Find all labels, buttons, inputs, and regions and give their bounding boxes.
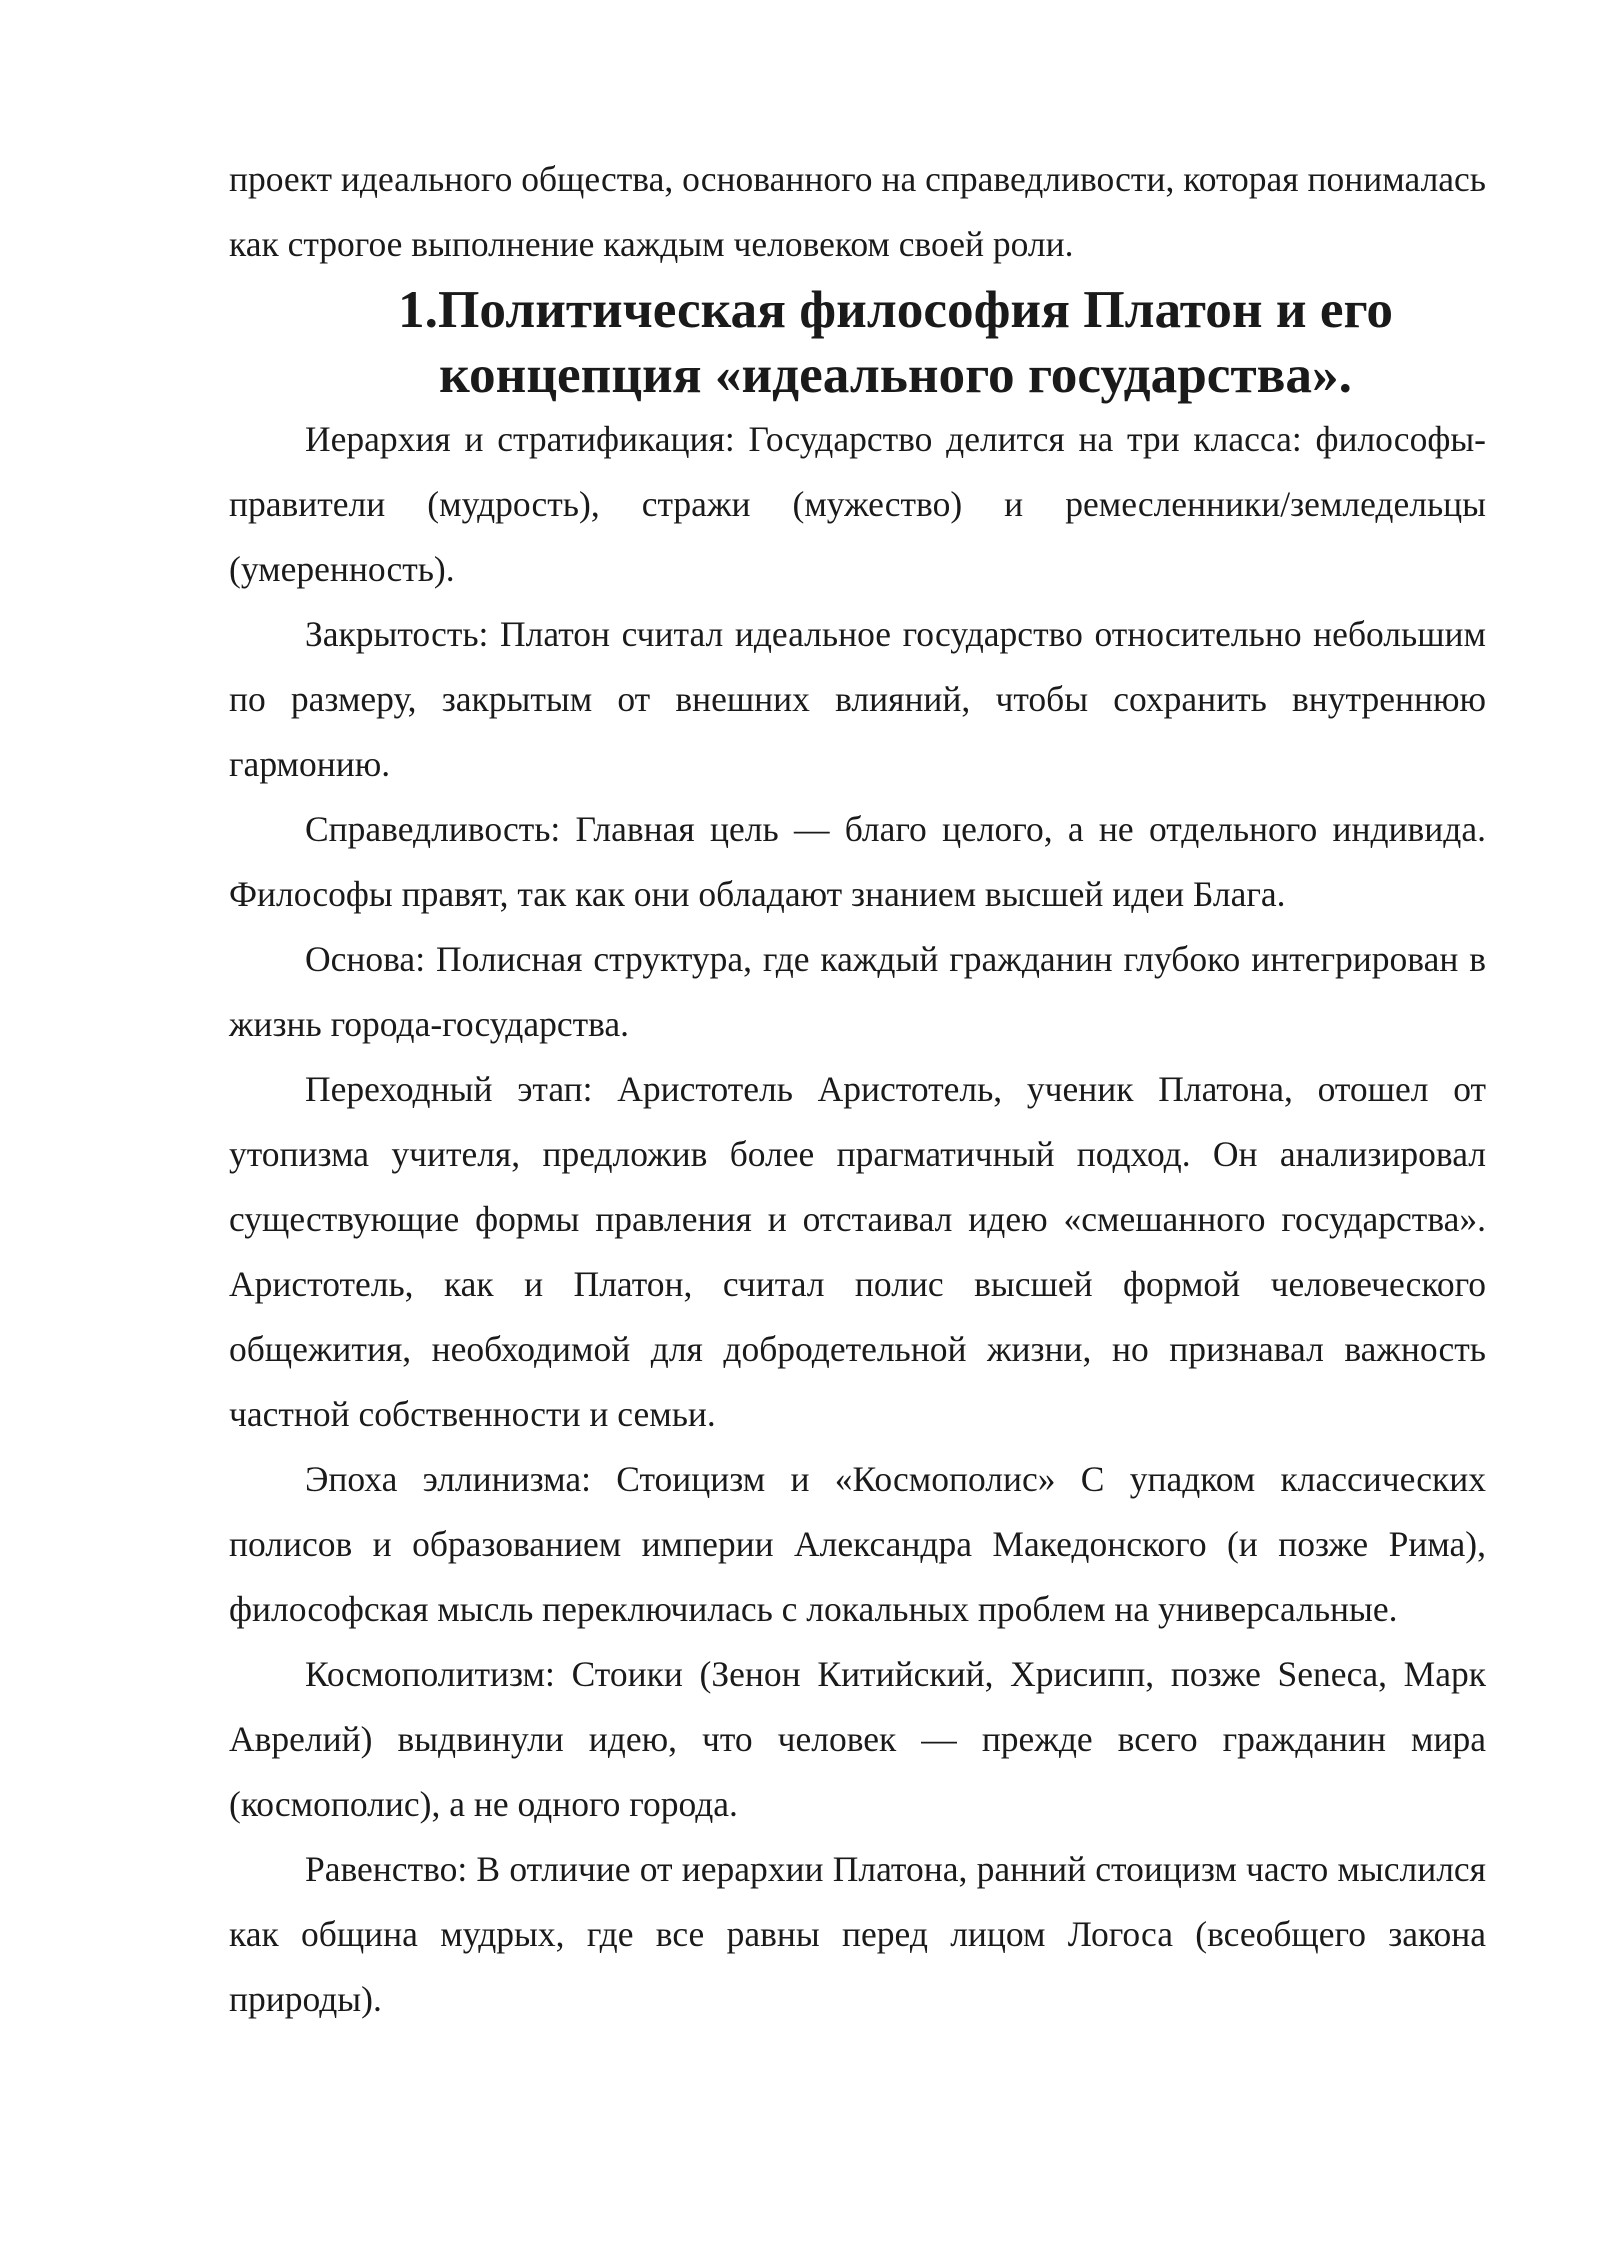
paragraph-justice: Справедливость: Главная цель — благо целого, а не отдельного индивида. Философы правят, так как они обладают знанием высшей идеи Блага. <box>229 809 1486 914</box>
document-page <box>229 147 1486 2032</box>
paragraph-equality: Равенство: В отличие от иерархии Платона, ранний стоицизм часто мыслился как община мудрых, где все равны перед лицом Логоса (всеобщего закона природы). <box>229 1849 1486 2019</box>
paragraph-closedness: Закрытость: Платон считал идеальное государство относительно небольшим по размеру, закрытым от внешних влияний, чтобы сохранить внутреннюю гармонию. <box>229 614 1486 784</box>
paragraph-basis: Основа: Полисная структура, где каждый гражданин глубоко интегрирован в жизнь города-государства. <box>229 939 1486 1044</box>
paragraph-hellenism: Эпоха эллинизма: Стоицизм и «Космополис» С упадком классических полисов и образованием империи Александра Македонского (и позже Рима), философская мысль переключилась с локальных проблем на универсальные. <box>229 1459 1486 1629</box>
intro-paragraph: проект идеального общества, основанного на справедливости, которая понималась как строгое выполнение каждым человеком своей роли. <box>229 159 1486 264</box>
paragraph-aristotle: Переходный этап: Аристотель Аристотель, ученик Платона, отошел от утопизма учителя, предложив более прагматичный подход. Он анализировал существующие формы правления и отстаивал идею «смешанного государства». Аристотель, как и Платон, считал полис высшей формой человеческого общежития, необходимой для добродетельной жизни, но признавал важность частной собственности и семьи. <box>229 1069 1486 1434</box>
section-heading: 1.Политическая философия Платон и его концепция «идеального государства». <box>398 280 1393 404</box>
paragraph-cosmopolitanism: Космополитизм: Стоики (Зенон Китийский, Хрисипп, позже Seneca, Марк Аврелий) выдвинули идею, что человек — прежде всего гражданин мира (космополис), а не одного города. <box>229 1654 1486 1824</box>
paragraph-hierarchy: Иерархия и стратификация: Государство делится на три класса: философы-правители (мудрость), стражи (мужество) и ремесленники/земледельцы (умеренность). <box>229 419 1486 589</box>
